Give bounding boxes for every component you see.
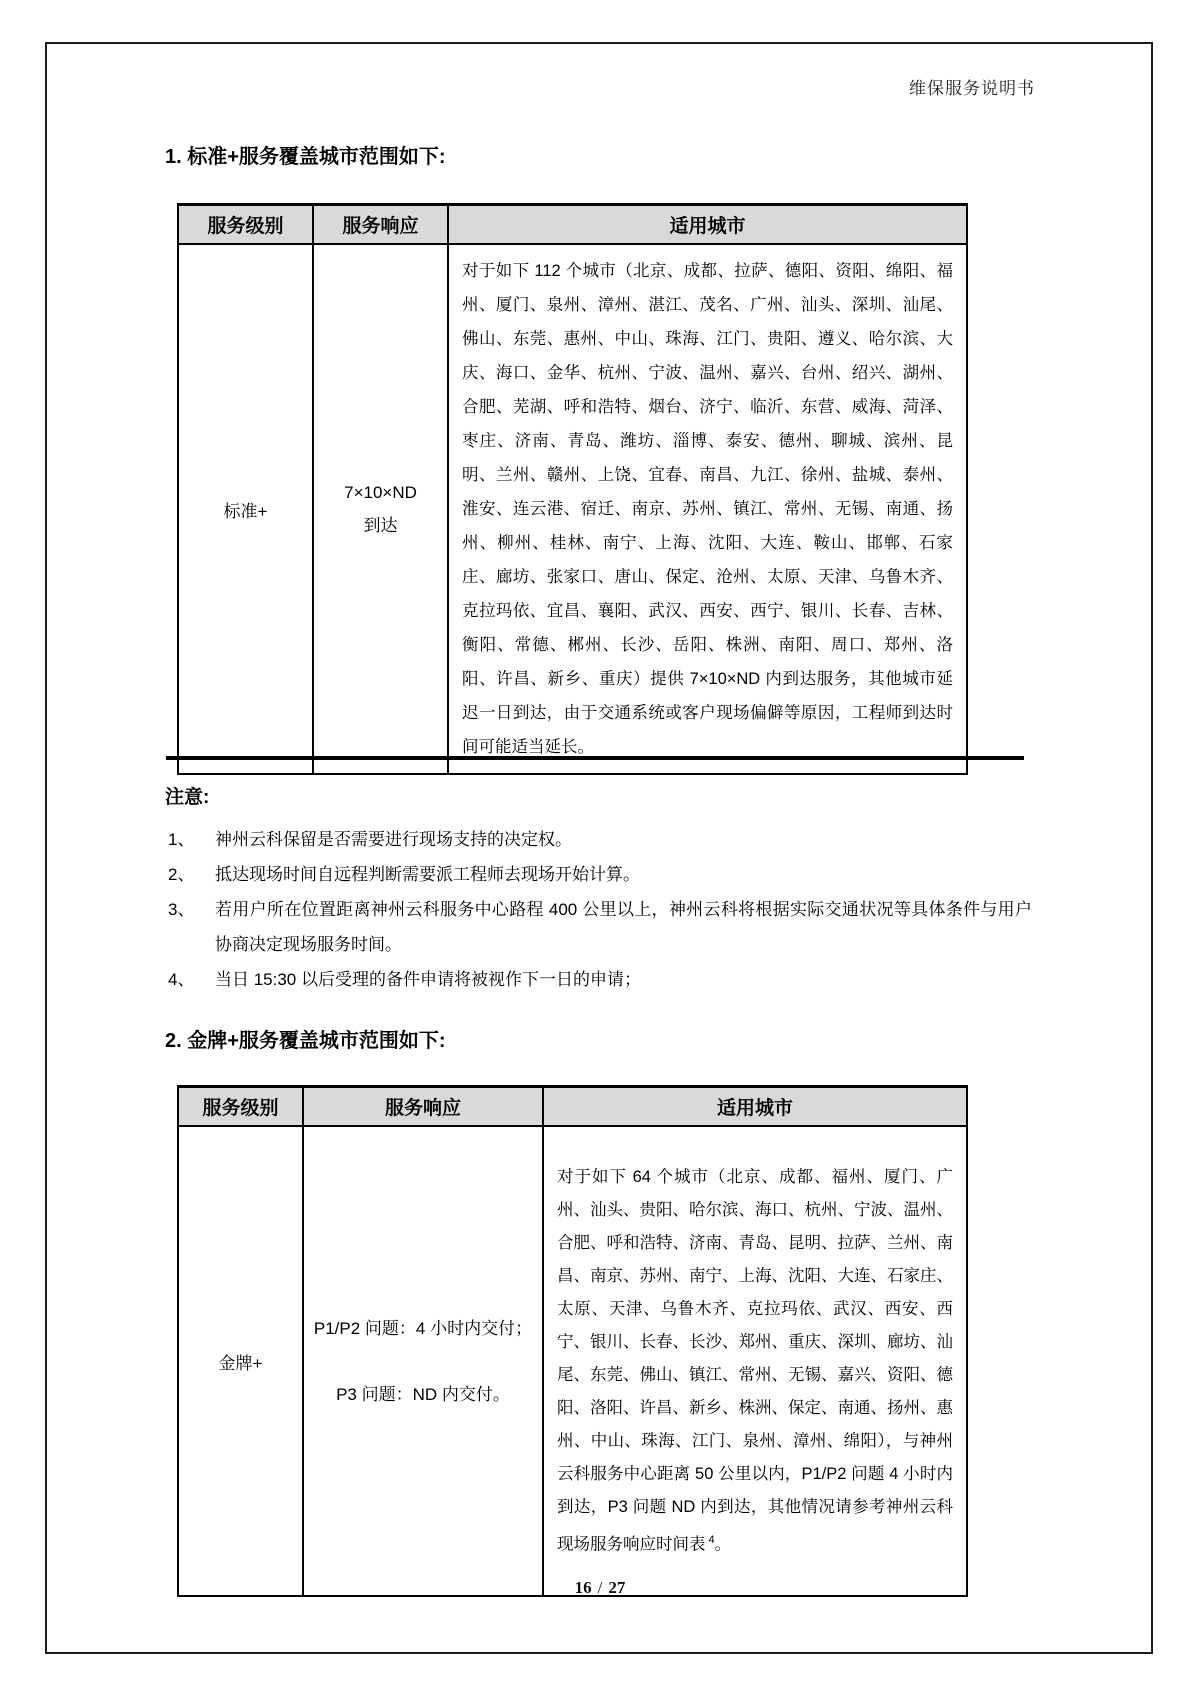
note-text: 当日 15:30 以后受理的备件申请将被视作下一日的申请； (215, 970, 641, 989)
header-applicable-cities: 适用城市 (543, 1087, 967, 1127)
footnote-ref-4: 4 (708, 1533, 715, 1546)
response-line-1: 7×10×ND (344, 483, 417, 502)
note-text: 若用户所在位置距离神州云科服务中心路程 400 公里以上，神州云科将根据实际交通状况等具体条件与用户协商决定现场服务时间。 (215, 900, 1032, 954)
header-applicable-cities: 适用城市 (448, 205, 967, 245)
response-p1p2: P1/P2 问题：4 小时内交付； (313, 1318, 533, 1338)
table-row (178, 244, 967, 774)
service-response-cell (313, 244, 448, 774)
note-item (168, 892, 1032, 962)
header-service-level: 服务级别 (178, 1087, 303, 1127)
table-row (178, 1126, 967, 1596)
applicable-cities-cell (448, 244, 967, 774)
note-number: 1、 (168, 830, 195, 849)
gold-plus-service-table (177, 1085, 968, 1597)
cities-text: 对于如下 64 个城市（北京、成都、福州、厦门、广州、汕头、贵阳、哈尔滨、海口、杭州、宁波、温州、合肥、呼和浩特、济南、青岛、昆明、拉萨、兰州、南昌、南京、苏州、南宁、上海、沈阳、大连、石家庄、太原、天津、乌鲁木齐、克拉玛依、武汉、西安、西宁、银川、长春、长沙、郑州、重庆、深圳、廊坊、汕尾、东莞、佛山、镇江、常州、无锡、嘉兴、资阳、德阳、洛阳、许昌、新乡、株洲、保定、南通、扬州、惠州、中山、珠海、江门、泉州、漳州、绵阳），与神州云科服务中心距离 50 公里以内，P1/P2 问题 4 小时内到达，P3 问题 ND 内到达，其他情况请参考神州云科现场服务响应时间表 (557, 1167, 953, 1554)
note-item (168, 822, 1032, 857)
header-service-response: 服务响应 (303, 1087, 543, 1127)
table-header-row (178, 1087, 967, 1127)
note-number: 4、 (168, 970, 195, 989)
current-page: 16 (574, 1578, 592, 1597)
note-item (168, 857, 1032, 892)
cities-paragraph: 对于如下 112 个城市（北京、成都、拉萨、德阳、资阳、绵阳、福州、厦门、泉州、漳州、湛江、茂名、广州、汕头、深圳、汕尾、佛山、东莞、惠州、中山、珠海、江门、贵阳、遵义、哈尔滨、大庆、海口、金华、杭州、宁波、温州、嘉兴、台州、绍兴、湖州、合肥、芜湖、呼和浩特、烟台、济宁、临沂、东营、威海、菏泽、枣庄、济南、青岛、潍坊、淄博、泰安、德州、聊城、滨州、昆明、兰州、赣州、上饶、宜春、南昌、九江、徐州、盐城、泰州、淮安、连云港、宿迁、南京、苏州、镇江、常州、无锡、南通、扬州、柳州、桂林、南宁、上海、沈阳、大连、鞍山、邯郸、石家庄、廊坊、张家口、唐山、保定、沧州、太原、天津、乌鲁木齐、克拉玛依、宜昌、襄阳、武汉、西安、西宁、银川、长春、吉林、衡阳、常德、郴州、长沙、岳阳、株洲、南阳、周口、郑州、洛阳、许昌、新乡、重庆）提供 7×10×ND 内到达服务，其他城市延迟一日到达，由于交通系统或客户现场偏僻等原因，工程师到达时间可能适当延长。 (462, 262, 953, 756)
note-text: 抵达现场时间自远程判断需要派工程师去现场开始计算。 (215, 865, 640, 884)
response-line-2: 到达 (363, 516, 398, 535)
note-text: 神州云科保留是否需要进行现场支持的决定权。 (215, 830, 572, 849)
doc-header-title: 维保服务说明书 (909, 79, 1035, 98)
service-level-cell: 金牌+ (178, 1126, 303, 1596)
standard-plus-service-table (177, 203, 968, 775)
header-service-response: 服务响应 (313, 205, 448, 245)
total-pages: 27 (608, 1578, 626, 1597)
note-number: 2、 (168, 865, 195, 884)
page-separator: / (597, 1578, 603, 1597)
section1-title: 1. 标准+服务覆盖城市范围如下: (165, 146, 446, 168)
service-response-cell (303, 1126, 543, 1596)
service-level-cell: 标准+ (178, 244, 313, 774)
note-number: 3、 (168, 900, 195, 919)
table-header-row (178, 205, 967, 245)
footer-page-number (0, 1578, 1200, 1598)
notes-label: 注意: (165, 787, 210, 808)
cities-text-tail: 。 (714, 1535, 732, 1554)
cities-paragraph (544, 1151, 966, 1572)
response-p3: P3 问题：ND 内交付。 (336, 1384, 510, 1404)
section2-title: 2. 金牌+服务覆盖城市范围如下: (165, 1030, 446, 1052)
note-item (168, 962, 1032, 997)
notes-list (168, 822, 1032, 997)
applicable-cities-cell (543, 1126, 967, 1596)
header-service-level: 服务级别 (178, 205, 313, 245)
section-divider-rule (166, 756, 1024, 760)
